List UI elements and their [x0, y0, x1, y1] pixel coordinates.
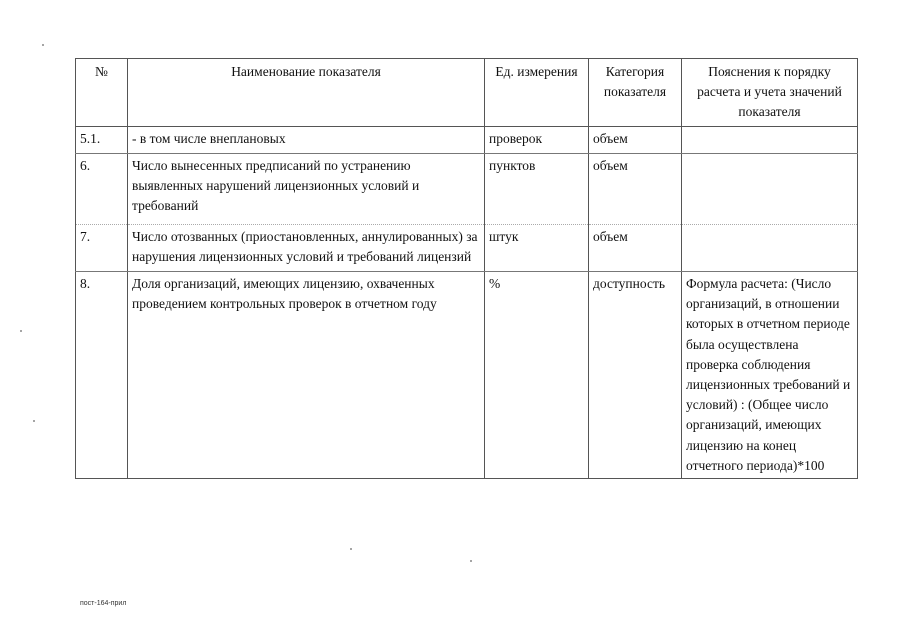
row-name: Число вынесенных предписаний по устранению выявленных нарушений лицензионных условий и требований: [128, 154, 485, 225]
row-explanation: [682, 154, 858, 225]
row-category: объем: [589, 154, 682, 225]
row-num: 6.: [76, 154, 128, 225]
row-num: 5.1.: [76, 127, 128, 154]
row-name: Доля организаций, имеющих лицензию, охваченных проведением контрольных проверок в отчетном году: [128, 272, 485, 479]
header-category: Категория показателя: [589, 59, 682, 127]
indicators-table: [75, 58, 858, 479]
table-row: [76, 127, 858, 154]
table-row: [76, 272, 858, 479]
row-unit: штук: [485, 225, 589, 272]
scan-speck: [470, 560, 472, 562]
row-name: - в том числе внеплановых: [128, 127, 485, 154]
scan-speck: [350, 548, 352, 550]
row-unit: пунктов: [485, 154, 589, 225]
scan-speck: [33, 420, 35, 422]
header-explanation: Пояснения к порядку расчета и учета значений показателя: [682, 59, 858, 127]
header-num: №: [76, 59, 128, 127]
row-num: 8.: [76, 272, 128, 479]
row-category: объем: [589, 225, 682, 272]
scan-speck: [42, 44, 44, 46]
footer-note: пост-164-прил: [80, 600, 127, 607]
row-explanation: Формула расчета: (Число организаций, в отношении которых в отчетном периоде была осуществлена проверка соблюдения лицензионных требований и условий) : (Общее число организаций, имеющих лицензию на конец отчетного периода)*100: [682, 272, 858, 479]
table-row: [76, 154, 858, 225]
header-unit: Ед. измерения: [485, 59, 589, 127]
row-name: Число отозванных (приостановленных, аннулированных) за нарушения лицензионных условий и требований лицензий: [128, 225, 485, 272]
row-unit: проверок: [485, 127, 589, 154]
row-category: объем: [589, 127, 682, 154]
table-row: [76, 225, 858, 272]
row-category: доступность: [589, 272, 682, 479]
row-explanation: [682, 127, 858, 154]
scan-speck: [20, 330, 22, 332]
row-unit: %: [485, 272, 589, 479]
table-header-row: [76, 59, 858, 127]
row-explanation: [682, 225, 858, 272]
header-name: Наименование показателя: [128, 59, 485, 127]
row-num: 7.: [76, 225, 128, 272]
